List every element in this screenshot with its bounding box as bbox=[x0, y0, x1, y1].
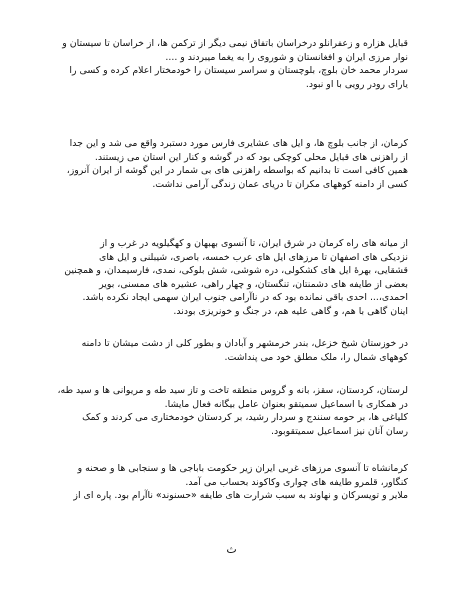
text-line: از راهزنی های قبایل محلی کوچکی بود که در گوشه و کنار این استان می زیستند. bbox=[94, 151, 408, 163]
text-line: از میانه های راه کرمان در شرق ایران، تا آنسوی بهبهان و کهگیلویه در غرب و از bbox=[100, 238, 408, 249]
paragraph-kermanshah bbox=[60, 462, 408, 503]
text-line: ملایر و تویسرکان و نهاوند به سبب شرارت های طایفه «حسنوند» ناآرام بود. پاره ای از bbox=[73, 490, 408, 501]
text-line: در همکاری با اسماعیل سمیتقو بعنوان عامل بیگانه فعال مایشا. bbox=[164, 398, 408, 410]
text-line: کرمان، از جانب بلوچ ها، و ایل های عشایری فارس مورد دستبرد واقع می شد و این جدا bbox=[69, 138, 408, 149]
text-line: کرمانشاه تا آنسوی مرزهای غربی ایران زیر حکومت باباجی ها و سنجابی ها و صحنه و bbox=[77, 463, 408, 474]
text-line: کلیاغی ها، بر حومه سنندج و سردار رشید، بر کردستان خودمختاری می کردند و کمک bbox=[82, 412, 408, 423]
text-line: احمدی،... احدی باقی نمانده بود که در ناآرامی جنوب ایران سهمی ایجاد نکرده باشد. bbox=[82, 292, 408, 303]
page-number: ث bbox=[226, 543, 237, 556]
text-line: نزدیکی های اصفهان تا مرزهای ایل های عرب خمسه، باصری، شیبلنی و ایل های bbox=[98, 251, 408, 263]
paragraph-kerman bbox=[60, 137, 408, 191]
text-line: کنگاور، قلمرو طایفه های چواری وکاکوند بحساب می آمد. bbox=[185, 476, 408, 488]
text-line: اینان گاهی با هم، و گاهی علیه هم، در جنگ و خونریزی بودند. bbox=[173, 305, 408, 317]
text-line: کوههای شمال را، ملک مطلق خود می پنداشت. bbox=[224, 351, 408, 363]
text-line: رسان آنان نیز اسماعیل سمیتقوبود. bbox=[271, 425, 408, 437]
text-line: نوار مرزی ایران و افغانستان و شوروی را به یغما میبردند و .... bbox=[165, 51, 408, 63]
text-line: همین کافی است تا بدانیم که بواسطه راهزنی های بی شمار در این گوشه از ایران آنروز، bbox=[66, 165, 408, 176]
text-line: لرستان، کردستان، سقز، بانه و گروس منطقه تاخت و تاز سید طه و مریوانی ها و سید طه، bbox=[57, 385, 408, 396]
text-line: بعضی از طایفه های دشمنتان، تنگستان، و چهار راهی، عشیره های ممسنی، بویر bbox=[99, 278, 408, 290]
paragraph-khuzestan bbox=[60, 337, 408, 364]
text-line: قشقایی، بهرهٔ ایل های کشکولی، دره شوشی، شش بلوکی، نمدی، فارسیمدان، و همچنین bbox=[64, 265, 408, 276]
text-line: یارای رودر رویی با او نبود. bbox=[305, 78, 408, 90]
text-line: سردار محمد خان بلوچ، بلوچستان و سراسر سیستان را خودمختار اعلام کرده و کسی را bbox=[69, 65, 408, 76]
paragraph-lorestan-kurdistan bbox=[57, 384, 408, 438]
paragraph-south-tribes bbox=[60, 237, 408, 318]
text-line: کسی از دامنه کوههای مکران تا دریای عمان زندگی آرامی نداشت. bbox=[152, 178, 408, 190]
text-line: قبایل هزاره و زعفرانلو درخراسان باتفاق نیمی دیگر از ترکمن ها، از خراسان تا سیستان و bbox=[62, 38, 408, 49]
text-line: در خوزستان شیخ خزعل، بندر خرمشهر و آبادان و بطور کلی از دشت میشان تا دامنه bbox=[81, 338, 408, 349]
paragraph-khorasan bbox=[60, 37, 408, 91]
